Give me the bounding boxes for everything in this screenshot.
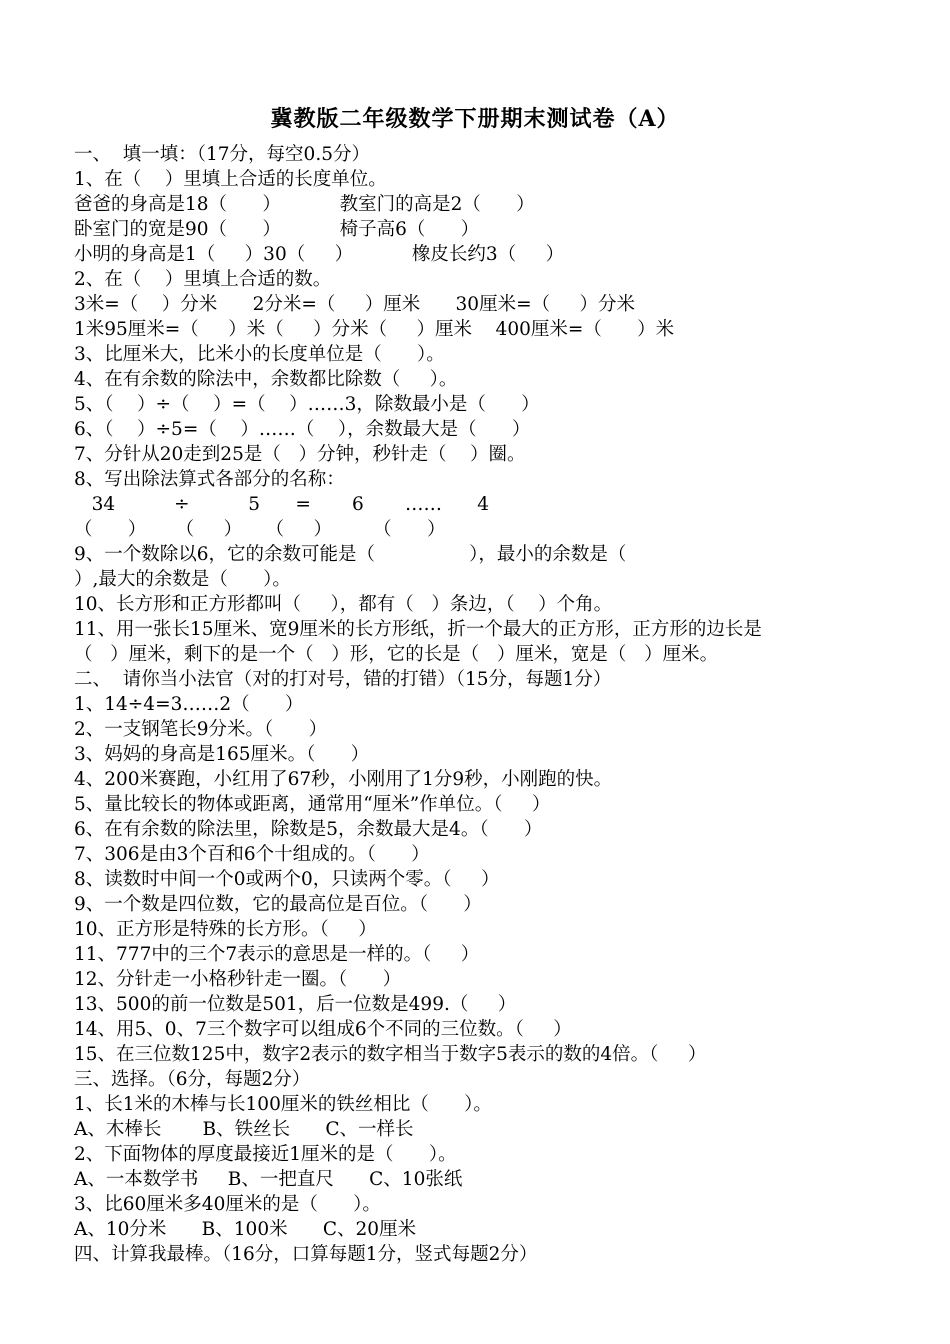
judgement-item: 10、正方形是特殊的长方形。（ ）: [74, 919, 377, 940]
judgement-item: 7、306是由3个百和6个十组成的。（ ）: [74, 844, 430, 865]
page-title: 冀教版二年级数学下册期末测试卷（A）: [270, 106, 680, 132]
division-expression: 34 ÷ 5 = 6 …… 4: [74, 494, 490, 515]
judgement-item: 5、量比较长的物体或距离，通常用“厘米”作单位。（ ）: [74, 794, 551, 815]
choice-question: 2、下面物体的厚度最接近1厘米的是（ ）。: [74, 1144, 457, 1165]
judgement-item: 9、一个数是四位数，它的最高位是百位。（ ）: [74, 894, 482, 915]
question-line: ）,最大的余数是（ ）。: [74, 569, 291, 590]
question-line: 3、比厘米大，比米小的长度单位是（ ）。: [74, 344, 445, 365]
judgement-item: 8、读数时中间一个0或两个0，只读两个零。（ ）: [74, 869, 500, 890]
section-4-heading: 四、计算我最棒。（16分，口算每题1分，竖式每题2分）: [74, 1244, 538, 1265]
section-2-heading: 二、 请你当小法官（对的打对号，错的打错）（15分，每题1分）: [74, 669, 612, 690]
question-line: 1、在（ ）里填上合适的长度单位。: [74, 169, 387, 190]
question-line: （ ）厘米，剩下的是一个（ ）形，它的长是（ ）厘米，宽是（ ）厘米。: [74, 644, 719, 665]
choice-options: A、木棒长 B、铁丝长 C、一样长: [74, 1119, 414, 1140]
question-line: 卧室门的宽是90（ ） 椅子高6（ ）: [74, 219, 480, 240]
choice-question: 1、长1米的木棒与长100厘米的铁丝相比（ ）。: [74, 1094, 492, 1115]
question-line: 4、在有余数的除法中，余数都比除数（ ）。: [74, 369, 458, 390]
section-3-heading: 三、选择。（6分，每题2分）: [74, 1069, 311, 1090]
question-line: 3米=（ ）分米 2分米=（ ）厘米 30厘米=（ ）分米: [74, 294, 635, 315]
question-line: 10、长方形和正方形都叫（ ），都有（ ）条边，（ ）个角。: [74, 594, 613, 615]
judgement-item: 1、14÷4=3……2（ ）: [74, 694, 304, 715]
judgement-item: 12、分针走一小格秒针走一圈。（ ）: [74, 969, 402, 990]
judgement-item: 2、一支钢笔长9分米。（ ）: [74, 719, 328, 740]
judgement-item: 11、777中的三个7表示的意思是一样的。（ ）: [74, 944, 480, 965]
question-line: 爸爸的身高是18（ ） 教室门的高是2（ ）: [74, 194, 535, 215]
question-line: 6、（ ）÷5=（ ）……（ ），余数最大是（ ）: [74, 419, 531, 440]
question-line: 11、用一张长15厘米、宽9厘米的长方形纸，折一个最大的正方形，正方形的边长是: [74, 619, 762, 640]
question-line: 小明的身高是1（ ）30（ ） 橡皮长约3（ ）: [74, 244, 565, 265]
question-line: 1米95厘米=（ ）米（ ）分米（ ）厘米 400厘米=（ ）米: [74, 319, 675, 340]
question-line: 5、（ ）÷（ ）=（ ）……3，除数最小是（ ）: [74, 394, 540, 415]
question-line: 8、写出除法算式各部分的名称：: [74, 469, 345, 490]
judgement-item: 13、500的前一位数是501，后一位数是499.（ ）: [74, 994, 517, 1015]
choice-question: 3、比60厘米多40厘米的是（ ）。: [74, 1194, 381, 1215]
judgement-item: 6、在有余数的除法里，除数是5，余数最大是4。（ ）: [74, 819, 543, 840]
question-line: 9、一个数除以6，它的余数可能是（ ），最小的余数是（: [74, 544, 627, 565]
choice-options: A、10分米 B、100米 C、20厘米: [74, 1219, 417, 1240]
judgement-item: 14、用5、0、7三个数字可以组成6个不同的三位数。（ ）: [74, 1019, 572, 1040]
question-line: 2、在（ ）里填上合适的数。: [74, 269, 332, 290]
choice-options: A、一本数学书 B、一把直尺 C、10张纸: [74, 1169, 463, 1190]
judgement-item: 15、在三位数125中，数字2表示的数字相当于数字5表示的数的4倍。（ ）: [74, 1044, 707, 1065]
judgement-item: 3、妈妈的身高是165厘米。（ ）: [74, 744, 370, 765]
division-part-blanks: （ ） （ ） （ ） （ ）: [74, 519, 446, 540]
judgement-item: 4、200米赛跑，小红用了67秒，小刚用了1分9秒，小刚跑的快。: [74, 769, 613, 790]
question-line: 7、分针从20走到25是（ ）分钟，秒针走（ ）圈。: [74, 444, 526, 465]
section-1-heading: 一、 填一填：（17分，每空0.5分）: [74, 144, 370, 165]
